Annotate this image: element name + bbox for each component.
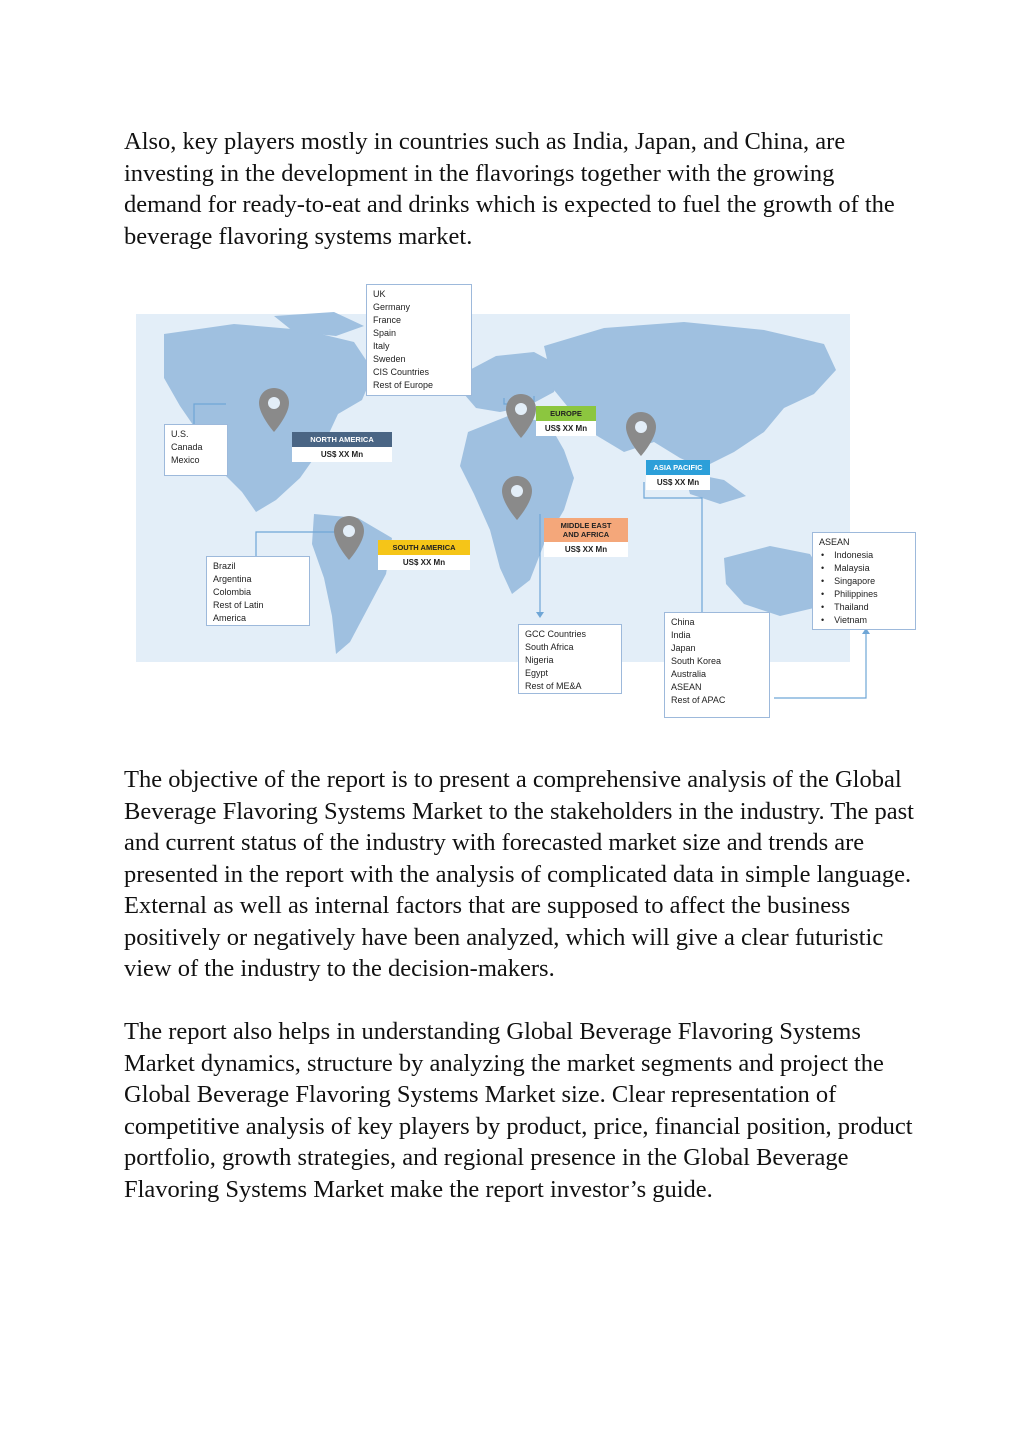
- country-item: Argentina: [213, 574, 252, 584]
- europe-label: [536, 406, 596, 436]
- country-item: • Indonesia: [819, 549, 909, 562]
- country-item: France: [373, 315, 402, 325]
- region-name: [544, 518, 628, 542]
- country-item: • Vietnam: [819, 614, 909, 627]
- region-name-line: AND AFRICA: [562, 530, 610, 539]
- country-item: South Africa: [525, 642, 574, 652]
- asean-heading: ASEAN: [819, 537, 850, 547]
- north-america-label: [292, 432, 392, 462]
- country-item: America: [213, 613, 247, 623]
- country-item: Rest of APAC: [671, 695, 726, 705]
- country-item: • Singapore: [819, 575, 909, 588]
- europe-countries-box: [366, 284, 472, 396]
- intro-paragraph: Also, key players mostly in countries such as India, Japan, and China, are investing in the development in the flavorings together with the growing demand for ready-to-eat and drinks which is expected to fuel the growth of the beverage flavoring systems market.: [124, 128, 895, 250]
- south-america-label: [378, 540, 470, 570]
- region-name: SOUTH AMERICA: [378, 540, 470, 555]
- country-item: ASEAN: [671, 682, 702, 692]
- region-name: EUROPE: [536, 406, 596, 421]
- region-name: NORTH AMERICA: [292, 432, 392, 447]
- asia-pacific-countries-box: [664, 612, 770, 718]
- country-item: Brazil: [213, 561, 236, 571]
- north-america-countries-box: [164, 424, 228, 476]
- country-item: CIS Countries: [373, 367, 430, 377]
- country-item: Spain: [373, 328, 397, 338]
- country-item: China: [671, 617, 695, 627]
- country-item: • Malaysia: [819, 562, 909, 575]
- country-item: Colombia: [213, 587, 252, 597]
- south-america-countries-box: [206, 556, 310, 626]
- mea-countries-box: [518, 624, 622, 694]
- region-name: ASIA PACIFIC: [646, 460, 710, 475]
- asean-countries-box: [812, 532, 916, 630]
- location-pin-icon: [504, 392, 538, 442]
- region-value: US$ XX Mn: [646, 475, 710, 490]
- location-pin-icon: [257, 386, 291, 436]
- country-item: Australia: [671, 669, 707, 679]
- country-item: Japan: [671, 643, 696, 653]
- objective-paragraph: The objective of the report is to present a comprehensive analysis of the Global Beverage Flavoring Systems Market to the stakeholders in the industry. The past and current status of the industry with forecasted market size and trends are presented in the report with the analysis of complicated data in simple language. External as well as internal factors that are supposed to affect the business positively or negatively have been analyzed, which will give a clear futuristic view of the industry to the decision-makers.: [124, 766, 914, 982]
- country-item: U.S.: [171, 429, 189, 439]
- country-item: Germany: [373, 302, 411, 312]
- country-item: India: [671, 630, 691, 640]
- region-name-line: MIDDLE EAST: [560, 521, 612, 530]
- region-value: US$ XX Mn: [292, 447, 392, 462]
- country-item: South Korea: [671, 656, 722, 666]
- country-item: Rest of Latin: [213, 600, 264, 610]
- report-helps-paragraph: The report also helps in understanding Global Beverage Flavoring Systems Market dynamics, structure by analyzing the market segments and project the Global Beverage Flavoring Systems Market size. Clear representation of competitive analysis of key players by product, price, financial position, product portfolio, growth strategies, and regional presence in the Global Beverage Flavoring Systems Market make the report investor’s guide.: [124, 1018, 913, 1203]
- country-item: Mexico: [171, 455, 200, 465]
- country-item: Italy: [373, 341, 390, 351]
- location-pin-icon: [624, 410, 658, 460]
- country-item: Rest of ME&A: [525, 681, 582, 691]
- country-item: GCC Countries: [525, 629, 587, 639]
- regional-map-infographic: [124, 282, 924, 724]
- country-item: • Philippines: [819, 588, 909, 601]
- country-item: Rest of Europe: [373, 380, 434, 390]
- location-pin-icon: [332, 514, 366, 564]
- country-item: Nigeria: [525, 655, 554, 665]
- country-item: • Thailand: [819, 601, 909, 614]
- country-item: Canada: [171, 442, 203, 452]
- region-value: US$ XX Mn: [544, 542, 628, 557]
- region-value: US$ XX Mn: [536, 421, 596, 436]
- country-item: Egypt: [525, 668, 549, 678]
- location-pin-icon: [500, 474, 534, 524]
- country-item: UK: [373, 289, 386, 299]
- asia-pacific-label: [646, 460, 710, 490]
- country-item: Sweden: [373, 354, 406, 364]
- region-value: US$ XX Mn: [378, 555, 470, 570]
- mea-label: [544, 518, 628, 557]
